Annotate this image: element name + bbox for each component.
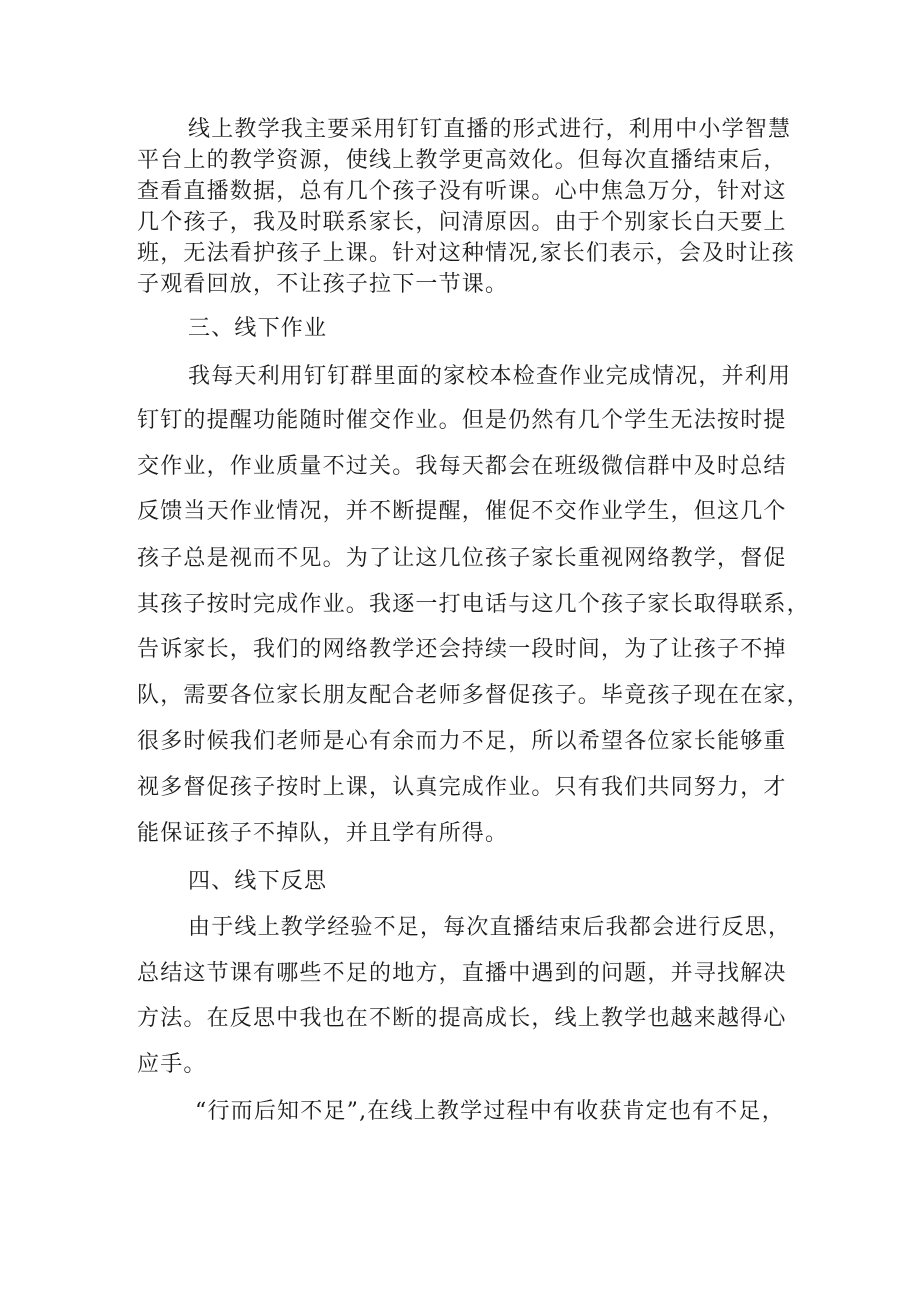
section-heading-offline-homework: 三、线下作业 <box>188 316 328 341</box>
paragraph-1-line-6: 子观看回放，不让孩子拉下一节课。 <box>137 272 509 297</box>
paragraph-1-line-5: 班，无法看护孩子上课。针对这种情况,家长们表示，会及时让孩 <box>137 241 795 266</box>
paragraph-1-line-1: 线上教学我主要采用钉钉直播的形式进行，利用中小学智慧 <box>188 117 792 142</box>
paragraph-3-line-1: 由于线上教学经验不足，每次直播结束后我都会进行反思， <box>188 915 792 940</box>
paragraph-1-line-4: 几个孩子，我及时联系家长，问清原因。由于个别家长白天要上 <box>137 210 787 235</box>
paragraph-3-line-2: 总结这节课有哪些不足的地方，直播中遇到的问题，并寻找解决 <box>137 961 787 986</box>
section-heading-offline-reflection: 四、线下反思 <box>188 869 328 894</box>
paragraph-2-line-4: 反馈当天作业情况，并不断提醒，催促不交作业学生，但这几个 <box>137 499 787 524</box>
paragraph-2-line-11: 能保证孩子不掉队，并且学有所得。 <box>137 821 509 846</box>
paragraph-2-line-1: 我每天利用钉钉群里面的家校本检查作业完成情况，并利用 <box>188 364 792 389</box>
paragraph-2-line-3: 交作业，作业质量不过关。我每天都会在班级微信群中及时总结 <box>137 454 787 479</box>
paragraph-2-line-6: 其孩子按时完成作业。我逐一打电话与这几个孩子家长取得联系， <box>137 592 810 617</box>
paragraph-2-line-8: 队，需要各位家长朋友配合老师多督促孩子。毕竟孩子现在在家， <box>137 683 810 708</box>
paragraph-2-line-9: 很多时候我们老师是心有余而力不足，所以希望各位家长能够重 <box>137 729 787 754</box>
paragraph-2-line-10: 视多督促孩子按时上课，认真完成作业。只有我们共同努力，才 <box>137 775 787 800</box>
paragraph-2-line-7: 告诉家长，我们的网络教学还会持续一段时间，为了让孩子不掉 <box>137 637 787 662</box>
paragraph-2-line-5: 孩子总是视而不见。为了让这几位孩子家长重视网络教学，督促 <box>137 546 787 571</box>
paragraph-2-line-2: 钉钉的提醒功能随时催交作业。但是仍然有几个学生无法按时提 <box>137 408 787 433</box>
paragraph-1-line-2: 平台上的教学资源，使线上教学更高效化。但每次直播结束后， <box>137 148 787 173</box>
paragraph-3-line-3: 方法。在反思中我也在不断的提高成长，线上教学也越来越得心 <box>137 1006 787 1031</box>
paragraph-1-line-3: 查看直播数据，总有几个孩子没有听课。心中焦急万分，针对这 <box>137 179 787 204</box>
paragraph-4-line-1: “行而后知不足”,在线上教学过程中有收获肯定也有不足， <box>195 1099 785 1124</box>
paragraph-3-line-4: 应手。 <box>137 1052 207 1077</box>
